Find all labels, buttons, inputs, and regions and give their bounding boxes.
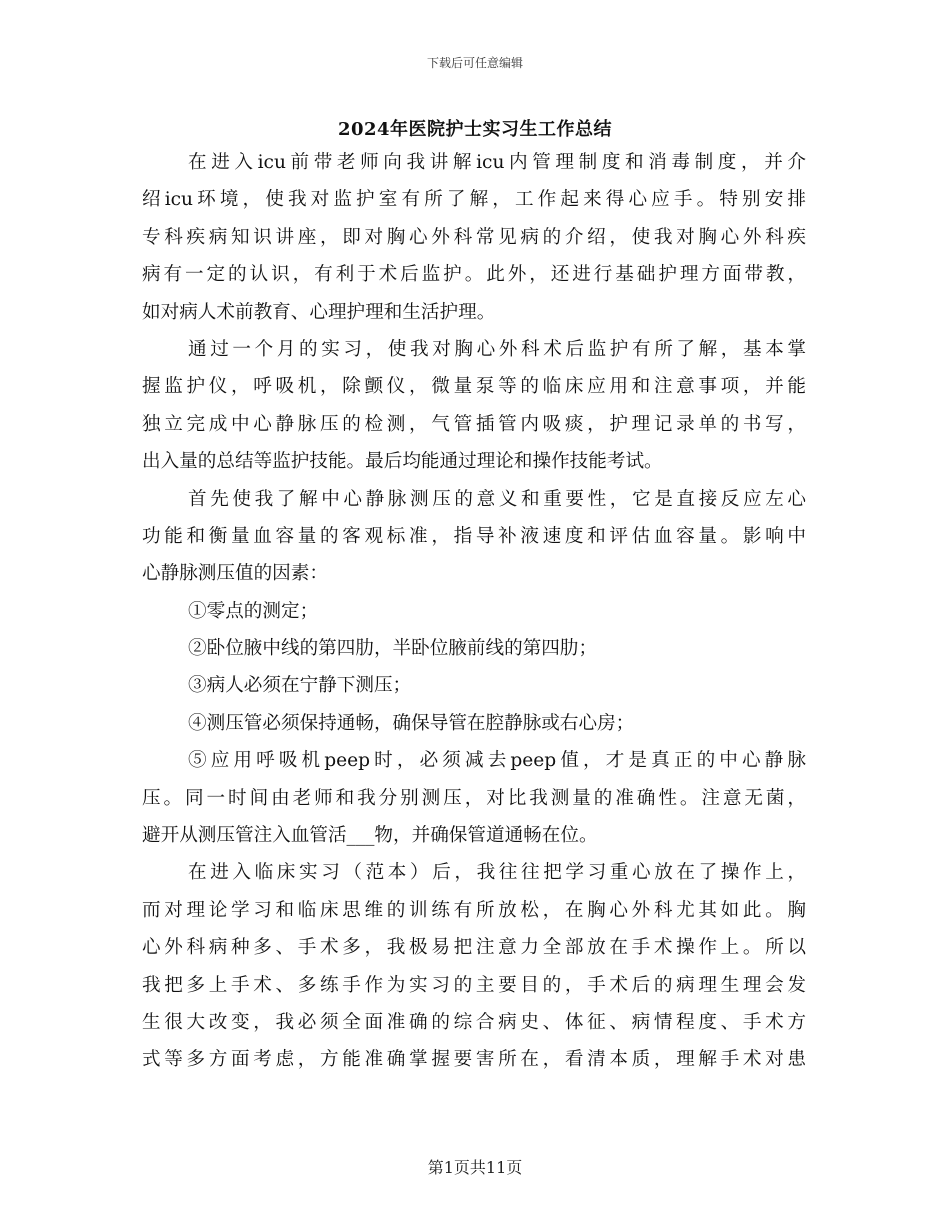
text-line: 出入量的总结等监护技能。最后均能通过理论和操作技能考试。 <box>142 451 663 473</box>
text-line: 心静脉测压值的因素： <box>142 563 328 585</box>
text-line: 通过一个月的实习，使我对胸心外科术后监护有所了解，基本掌 <box>188 338 806 360</box>
text-line: ③病人必须在宁静下测压； <box>188 675 412 697</box>
text-line: 式等多方面考虑，方能准确掌握要害所在，看清本质，理解手术对患 <box>142 1049 806 1071</box>
text-line: 专科疾病知识讲座，即对胸心外科常见病的介绍，使我对胸心外科疾 <box>142 226 806 248</box>
text-line: 我把多上手术、多练手作为实习的主要目的，手术后的病理生理会发 <box>142 974 806 996</box>
text-line: 病有一定的认识，有利于术后监护。此外，还进行基础护理方面带教， <box>142 264 806 286</box>
text-line: 独立完成中心静脉压的检测，气管插管内吸痰，护理记录单的书写， <box>142 413 806 435</box>
text-line: ①零点的测定； <box>188 600 319 622</box>
document-title: 2024年医院护士实习生工作总结 <box>337 119 613 140</box>
text-line: 而对理论学习和临床思维的训练有所放松，在胸心外科尤其如此。胸 <box>142 899 806 921</box>
text-line: ④测压管必须保持通畅，确保导管在腔静脉或右心房； <box>188 712 635 734</box>
text-line: ②卧位腋中线的第四肋，半卧位腋前线的第四肋； <box>188 638 598 660</box>
text-line: 在进入icu前带老师向我讲解icu内管理制度和消毒制度，并介 <box>188 152 806 173</box>
text-line: ⑤应用呼吸机peep时，必须减去peep值，才是真正的中心静脉 <box>188 750 806 772</box>
text-line: 在进入临床实习（范本）后，我往往把学习重心放在了操作上， <box>188 862 806 884</box>
text-line: 握监护仪，呼吸机，除颤仪，微量泵等的临床应用和注意事项，并能 <box>142 376 806 398</box>
text-line: 功能和衡量血容量的客观标准，指导补液速度和评估血容量。影响中 <box>142 525 806 547</box>
text-line: 首先使我了解中心静脉测压的意义和重要性，它是直接反应左心 <box>188 488 806 510</box>
text-line: 如对病人术前教育、心理护理和生活护理。 <box>142 301 496 323</box>
page-footer: 第1页共11页 <box>427 1158 523 1177</box>
body-text <box>142 144 806 1079</box>
text-line: 压。同一时间由老师和我分别测压，对比我测量的准确性。注意无菌， <box>142 787 806 809</box>
text-line: 生很大改变，我必须全面准确的综合病史、体征、病情程度、手术方 <box>142 1011 806 1033</box>
text-line: 避开从测压管注入血管活___物，并确保管道通畅在位。 <box>142 825 598 847</box>
text-line: 绍icu环境，使我对监护室有所了解，工作起来得心应手。特别安排 <box>142 189 806 211</box>
text-line: 心外科病种多、手术多，我极易把注意力全部放在手术操作上。所以 <box>142 937 806 959</box>
header-note: 下载后可任意编辑 <box>426 56 523 70</box>
